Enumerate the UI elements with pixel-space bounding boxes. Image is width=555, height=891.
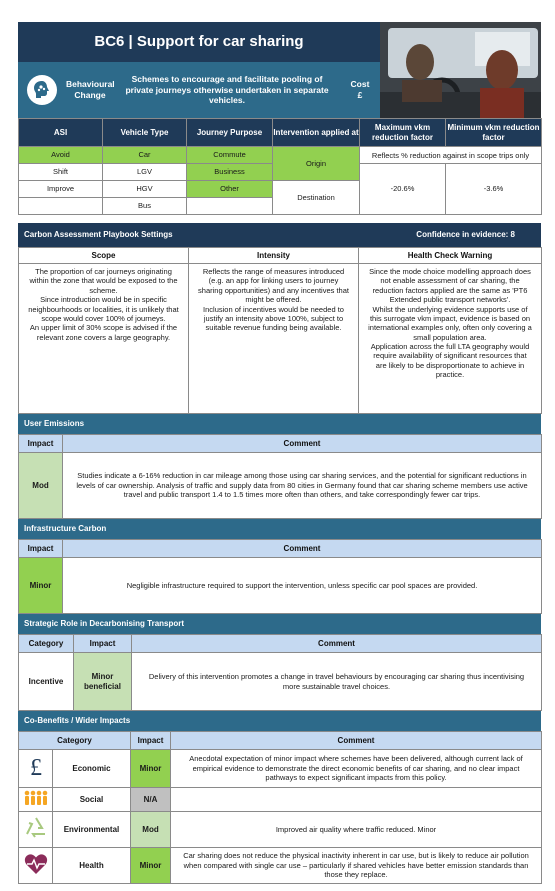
cobenefit-impact: Minor — [131, 848, 171, 884]
strategic-header-row — [19, 635, 542, 653]
cobenefit-category: Environmental — [53, 812, 131, 848]
purpose-business: Business — [187, 164, 273, 181]
playbook-body-row — [19, 264, 542, 414]
intensity-header: Intensity — [189, 248, 359, 264]
infrastructure-header-row — [19, 540, 542, 558]
comment-header: Comment — [132, 635, 542, 653]
vehicle-lgv: LGV — [103, 164, 187, 181]
spacer — [18, 215, 541, 223]
cobenefits-table — [18, 731, 542, 884]
cobenefit-impact: Mod — [131, 812, 171, 848]
playbook-title: Carbon Assessment Playbook Settings — [24, 230, 173, 239]
cobenefit-category: Economic — [53, 750, 131, 788]
applied-at-header: Intervention applied at — [273, 119, 360, 147]
user-emissions-table — [18, 434, 542, 519]
asi-header-row — [19, 119, 542, 147]
asi-row — [19, 147, 542, 164]
purpose-commute: Commute — [187, 147, 273, 164]
strategic-row — [19, 653, 542, 711]
strategic-category: Incentive — [19, 653, 74, 711]
impact-header: Impact — [74, 635, 132, 653]
min-factor-value: -3.6% — [446, 164, 542, 215]
confidence-label: Confidence in evidence: 8 — [416, 230, 515, 239]
cobenefit-impact: N/A — [131, 788, 171, 812]
playbook-bar — [18, 223, 541, 247]
asi-shift: Shift — [19, 164, 103, 181]
strategic-bar: Strategic Role in Decarbonising Transport — [18, 614, 541, 634]
scope-text: The proportion of car journeys originating within the zone that would be exposed to the scheme. Since introduction would be in specific neighbourhoods or localities, it is unlikely that scope would cover 100% of journeys. An upper limit of 30% scope is advised if the relevant zone covers a large geography. — [19, 264, 189, 414]
strategic-comment: Delivery of this intervention promotes a change in travel behaviours by encouraging car sharing thus incentivising more sustainable travel choices. — [132, 653, 542, 711]
infrastructure-bar: Infrastructure Carbon — [18, 519, 541, 539]
comment-header: Comment — [171, 732, 542, 750]
asi-improve: Improve — [19, 181, 103, 198]
cobenefit-impact: Minor — [131, 750, 171, 788]
recycle-icon — [19, 812, 53, 848]
car-sharing-photo — [380, 22, 541, 118]
user-emissions-bar: User Emissions — [18, 414, 541, 434]
impact-header: Impact — [131, 732, 171, 750]
page-title: BC6 | Support for car sharing — [94, 32, 304, 50]
pound-icon — [19, 750, 53, 788]
cobenefit-row-social — [19, 788, 542, 812]
cobenefits-bar: Co-Benefits / Wider Impacts — [18, 711, 541, 731]
user-emissions-comment: Studies indicate a 6-16% reduction in car mileage among those using car sharing services, and the potential for significant reductions in levels of car ownership. Analysis of traffic and supply data from 80 cities in Germany found that car sharing scheme members use active travel and public transport 1.4 to 1.5 times more often than others, and take correspondingly fewer car trips. — [63, 453, 542, 519]
brain-icon — [27, 75, 57, 105]
health-check-header: Health Check Warning — [359, 248, 542, 264]
vehicle-car: Car — [103, 147, 187, 164]
max-factor-header: Maximum vkm reduction factor — [360, 119, 446, 147]
infrastructure-row — [19, 558, 542, 614]
factsheet — [18, 22, 541, 884]
impact-header: Impact — [19, 435, 63, 453]
user-emissions-impact: Mod — [19, 453, 63, 519]
brain-icon-wrap — [18, 75, 66, 105]
asi-avoid: Avoid — [19, 147, 103, 164]
comment-header: Comment — [63, 435, 542, 453]
cobenefit-comment: Improved air quality where traffic reduced. Minor — [171, 812, 542, 848]
cobenefit-comment: Car sharing does not reduce the physical inactivity inherent in car use, but is likely to reduce air pollution when compared with single car use – particularly if shared vehicles have better emission standards than those they replace. — [171, 848, 542, 884]
infrastructure-table — [18, 539, 542, 614]
user-emissions-header-row — [19, 435, 542, 453]
cost-block — [340, 79, 380, 100]
scope-header: Scope — [19, 248, 189, 264]
max-factor-value: -20.6% — [360, 164, 446, 215]
health-check-text: Since the mode choice modelling approach does not enable assessment of car sharing, the reduction factors applied are the same as 'PT6 Extended public transport networks'. Whilst the underlying evidence supports use of this surrogate vkm impact, evidence is based on international examples only, often only covering a small population area. Application across the full LTA geography would require availability of significant resources that are likely to be disproportionate to achieve in practice. — [359, 264, 542, 414]
header — [18, 22, 541, 118]
journey-purpose-header: Journey Purpose — [187, 119, 273, 147]
cobenefit-category: Social — [53, 788, 131, 812]
infrastructure-impact: Minor — [19, 558, 63, 614]
asi-table — [18, 118, 542, 215]
applied-destination: Destination — [273, 181, 360, 215]
category-label: Behavioural Change — [66, 79, 115, 100]
purpose-empty — [187, 198, 273, 215]
comment-header: Comment — [63, 540, 542, 558]
vehicle-type-header: Vehicle Type — [103, 119, 187, 147]
cobenefit-row-economic — [19, 750, 542, 788]
infrastructure-comment: Negligible infrastructure required to support the intervention, unless specific car pool spaces are provided. — [63, 558, 542, 614]
category-header: Category — [19, 732, 131, 750]
impact-header: Impact — [19, 540, 63, 558]
cobenefits-header-row — [19, 732, 542, 750]
strategic-table — [18, 634, 542, 711]
cobenefit-category: Health — [53, 848, 131, 884]
cobenefit-row-environmental — [19, 812, 542, 848]
people-icon — [19, 788, 53, 812]
strategic-impact: Minor beneficial — [74, 653, 132, 711]
header-panel — [18, 22, 380, 118]
cobenefit-comment — [171, 788, 542, 812]
vehicle-bus: Bus — [103, 198, 187, 215]
heart-pulse-icon — [19, 848, 53, 884]
cobenefit-row-health — [19, 848, 542, 884]
intervention-description: Schemes to encourage and facilitate pooling of private journeys otherwise undertaken in separate vehicles. — [125, 74, 329, 106]
user-emissions-row — [19, 453, 542, 519]
asi-empty — [19, 198, 103, 215]
min-factor-header: Minimum vkm reduction factor — [446, 119, 542, 147]
intensity-text: Reflects the range of measures introduced (e.g. an app for linking users to journey sharing opportunities) and any incentives that might be offered. Inclusion of incentives would be needed to justify an intensity above 100%, subject to suitable revenue funding being available. — [189, 264, 359, 414]
playbook-header-row — [19, 248, 542, 264]
playbook-table — [18, 247, 542, 414]
cost-label: Cost — [350, 79, 370, 90]
category-header: Category — [19, 635, 74, 653]
asi-header: ASI — [19, 119, 103, 147]
reduction-note: Reflects % reduction against in scope trips only — [360, 147, 542, 164]
cobenefit-comment: Anecdotal expectation of minor impact where schemes have been delivered, although current lack of empirical evidence to demonstrate the direct economic benefits of car sharing, and no clear impact pathways to expect significant impacts from this policy. — [171, 750, 542, 788]
vehicle-hgv: HGV — [103, 181, 187, 198]
cost-value: £ — [357, 90, 363, 100]
svg-text:£: £ — [29, 755, 42, 781]
applied-origin: Origin — [273, 147, 360, 181]
header-subbar — [18, 62, 380, 118]
purpose-other: Other — [187, 181, 273, 198]
